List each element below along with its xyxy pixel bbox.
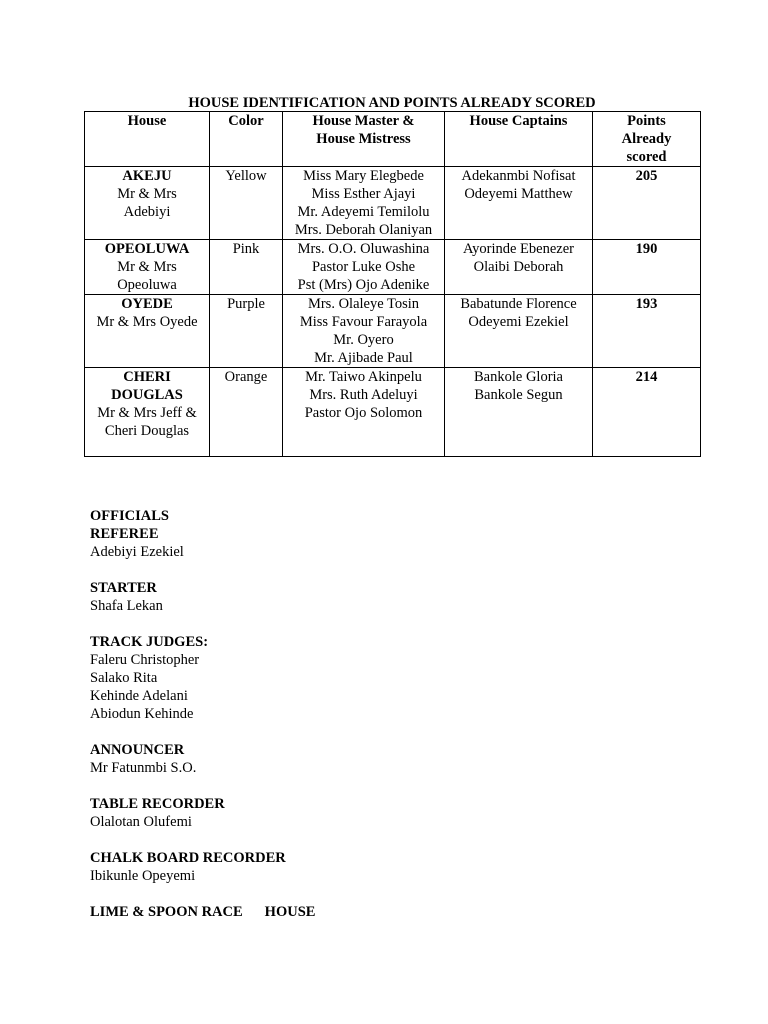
captains-cell: Babatunde Florence Odeyemi Ezekiel — [445, 295, 593, 368]
section-title: TABLE RECORDER — [90, 796, 225, 812]
house-parents: Adebiyi — [123, 204, 171, 220]
masters-cell: Mrs. O.O. Oluwashina Pastor Luke Oshe Pst (Mrs) Ojo Adenike — [283, 240, 445, 295]
announcer-section — [90, 741, 690, 777]
captains-cell: Adekanmbi Nofisat Odeyemi Matthew — [445, 167, 593, 240]
points-cell: 193 — [593, 295, 701, 368]
house-cell — [85, 167, 210, 240]
house-cell — [85, 295, 210, 368]
section-value: Adebiyi Ezekiel — [90, 544, 184, 560]
captains-cell: Bankole Gloria Bankole Segun — [445, 368, 593, 457]
section-title: CHALK BOARD RECORDER — [90, 850, 286, 866]
house-name: AKEJU — [122, 168, 172, 184]
track-judges-section — [90, 633, 690, 723]
points-cell: 190 — [593, 240, 701, 295]
chalk-board-recorder-section — [90, 849, 690, 885]
house-name: OYEDE — [121, 296, 173, 312]
header-house-master: House Master & House Mistress — [283, 112, 445, 167]
house-name: OPEOLUWA — [104, 241, 190, 257]
section-title: TRACK JUDGES: — [90, 634, 209, 650]
page-title: HOUSE IDENTIFICATION AND POINTS ALREADY SCORED — [188, 95, 596, 111]
lime-spoon-race-row — [90, 903, 690, 921]
house-cell — [85, 240, 210, 295]
masters-cell: Miss Mary Elegbede Miss Esther Ajayi Mr. Adeyemi Temilolu Mrs. Deborah Olaniyan — [283, 167, 445, 240]
section-value: Salako Rita — [90, 670, 158, 686]
house-parents: Mr & Mrs Oyede — [96, 314, 198, 330]
officials-heading: OFFICIALS — [90, 508, 169, 524]
section-value: Mr Fatunmbi S.O. — [90, 760, 197, 776]
referee-section — [90, 507, 690, 561]
section-title: REFEREE — [90, 526, 159, 542]
masters-cell: Mr. Taiwo Akinpelu Mrs. Ruth Adeluyi Pastor Ojo Solomon — [283, 368, 445, 457]
house-cell — [85, 368, 210, 457]
starter-section — [90, 579, 690, 615]
table-row — [85, 295, 701, 368]
section-title: ANNOUNCER — [90, 742, 185, 758]
table-row — [85, 240, 701, 295]
lime-spoon-label: LIME & SPOON RACE — [90, 904, 243, 920]
color-cell: Yellow — [210, 167, 283, 240]
house-name: DOUGLAS — [111, 387, 183, 403]
header-house: House — [85, 112, 210, 167]
house-parents: Mr & Mrs Jeff & — [97, 405, 197, 421]
points-cell: 214 — [593, 368, 701, 457]
lime-spoon-house: HOUSE — [264, 904, 316, 920]
color-cell: Pink — [210, 240, 283, 295]
section-value: Olalotan Olufemi — [90, 814, 192, 830]
houses-table — [84, 111, 701, 457]
section-value: Kehinde Adelani — [90, 688, 188, 704]
section-title: STARTER — [90, 580, 157, 596]
table-row — [85, 167, 701, 240]
section-value: Shafa Lekan — [90, 598, 163, 614]
table-recorder-section — [90, 795, 690, 831]
house-parents: Opeoluwa — [117, 277, 177, 293]
color-cell: Orange — [210, 368, 283, 457]
house-parents: Mr & Mrs — [117, 186, 177, 202]
section-value: Ibikunle Opeyemi — [90, 868, 196, 884]
house-parents: Mr & Mrs — [117, 259, 177, 275]
header-color: Color — [210, 112, 283, 167]
masters-cell: Mrs. Olaleye Tosin Miss Favour Farayola Mr. Oyero Mr. Ajibade Paul — [283, 295, 445, 368]
header-points: Points Already scored — [593, 112, 701, 167]
house-parents: Cheri Douglas — [104, 423, 190, 439]
header-house-captains: House Captains — [445, 112, 593, 167]
section-value: Abiodun Kehinde — [90, 706, 194, 722]
house-name: CHERI — [123, 369, 171, 385]
officials-section — [90, 507, 690, 921]
section-value: Faleru Christopher — [90, 652, 200, 668]
table-row — [85, 368, 701, 457]
captains-cell: Ayorinde Ebenezer Olaibi Deborah — [445, 240, 593, 295]
color-cell: Purple — [210, 295, 283, 368]
points-cell: 205 — [593, 167, 701, 240]
table-header-row — [85, 112, 701, 167]
